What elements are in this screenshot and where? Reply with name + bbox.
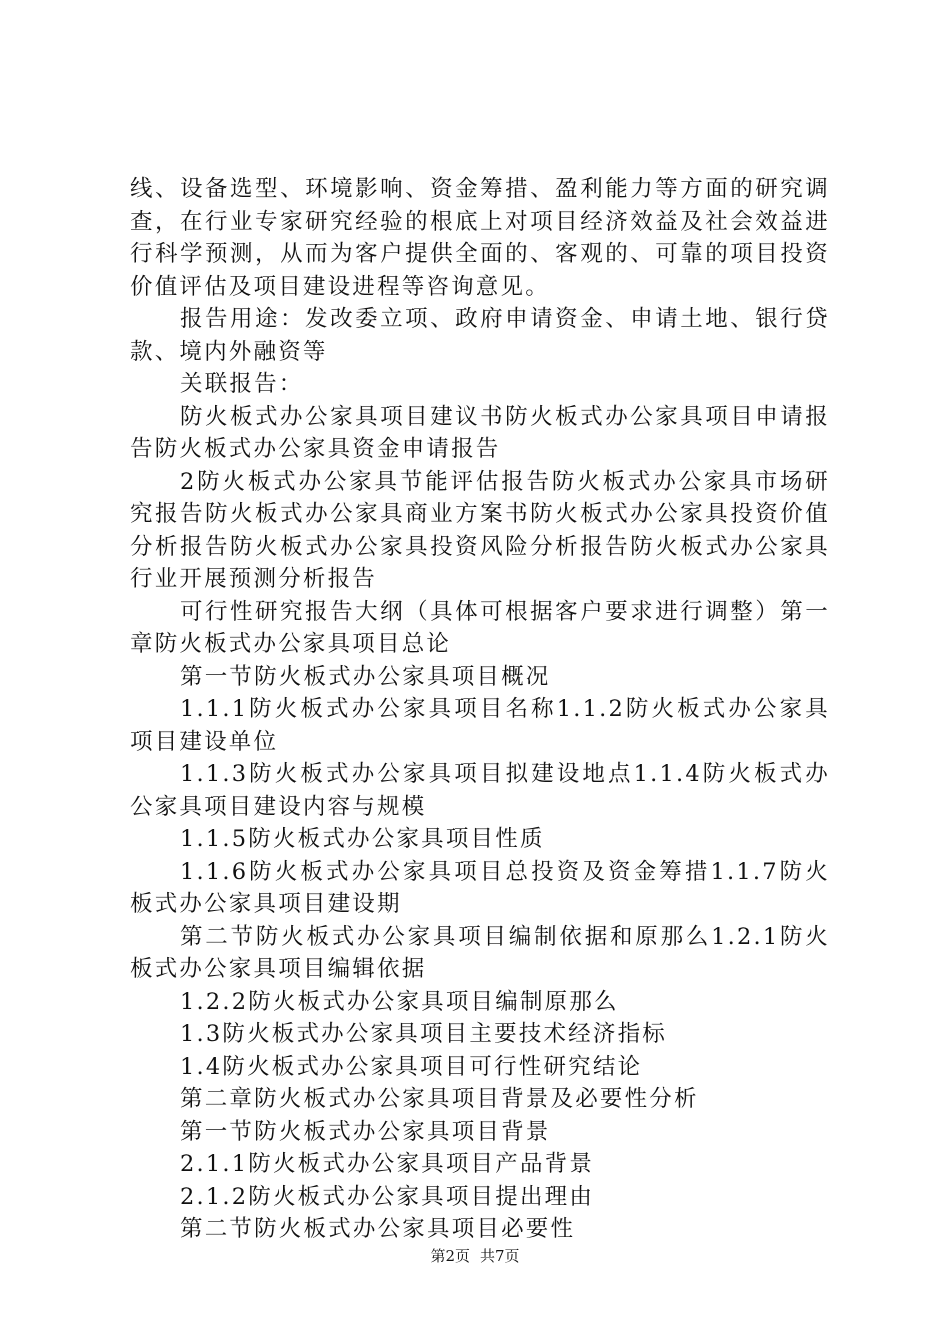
outline-item: 2.1.1防火板式办公家具项目产品背景 (180, 1151, 595, 1177)
outline-item: 1.2.2防火板式办公家具项目编制原那么 (180, 988, 619, 1015)
section-heading: 第一节防火板式办公家具项目背景 (180, 1118, 551, 1145)
paragraph: 报告用途：发改委立项、政府申请资金、申请土地、银行贷款、境内外融资等 (130, 306, 830, 365)
paragraph: 可行性研究报告大纲（具体可根据客户要求进行调整）第一章防火板式办公家具项目总论 (130, 598, 830, 657)
section-heading: 第一节防火板式办公家具项目概况 (180, 663, 551, 690)
chapter-heading: 第二章防火板式办公家具项目背景及必要性分析 (180, 1086, 699, 1112)
section-heading: 第二节防火板式办公家具项目编制依据和原那么1.2.1防火板式办公家具项目编辑依据 (130, 923, 830, 982)
outline-item: 2.1.2防火板式办公家具项目提出理由 (180, 1183, 595, 1210)
page-total: 共7页 (480, 1247, 520, 1265)
paragraph: 防火板式办公家具项目建议书防火板式办公家具项目申请报告防火板式办公家具资金申请报告 (130, 403, 830, 462)
document-body (130, 173, 830, 1246)
outline-item: 1.1.1防火板式办公家具项目名称1.1.2防火板式办公家具项目建设单位 (130, 696, 830, 755)
page-footer (0, 1245, 950, 1266)
paragraph: 关联报告： (180, 371, 304, 397)
outline-item: 1.1.3防火板式办公家具项目拟建设地点1.1.4防火板式办公家具项目建设内容与规模 (130, 761, 830, 820)
outline-item: 1.1.6防火板式办公家具项目总投资及资金筹措1.1.7防火板式办公家具项目建设期 (130, 858, 830, 917)
section-heading: 第二节防火板式办公家具项目必要性 (180, 1216, 576, 1242)
paragraph: 2防火板式办公家具节能评估报告防火板式办公家具市场研究报告防火板式办公家具商业方案书防火板式办公家具投资价值分析报告防火板式办公家具投资风险分析报告防火板式办公家具行业开展预测分析报告 (130, 468, 830, 592)
page-number: 第2页 (430, 1247, 470, 1265)
outline-item: 1.3防火板式办公家具项目主要技术经济指标 (180, 1021, 667, 1047)
outline-item: 1.1.5防火板式办公家具项目性质 (180, 826, 545, 852)
paragraph: 线、设备选型、环境影响、资金筹措、盈利能力等方面的研究调查，在行业专家研究经验的根底上对项目经济效益及社会效益进行科学预测，从而为客户提供全面的、客观的、可靠的项目投资价值评估及项目建设进程等咨询意见。 (130, 176, 830, 300)
outline-item: 1.4防火板式办公家具项目可行性研究结论 (180, 1053, 643, 1080)
